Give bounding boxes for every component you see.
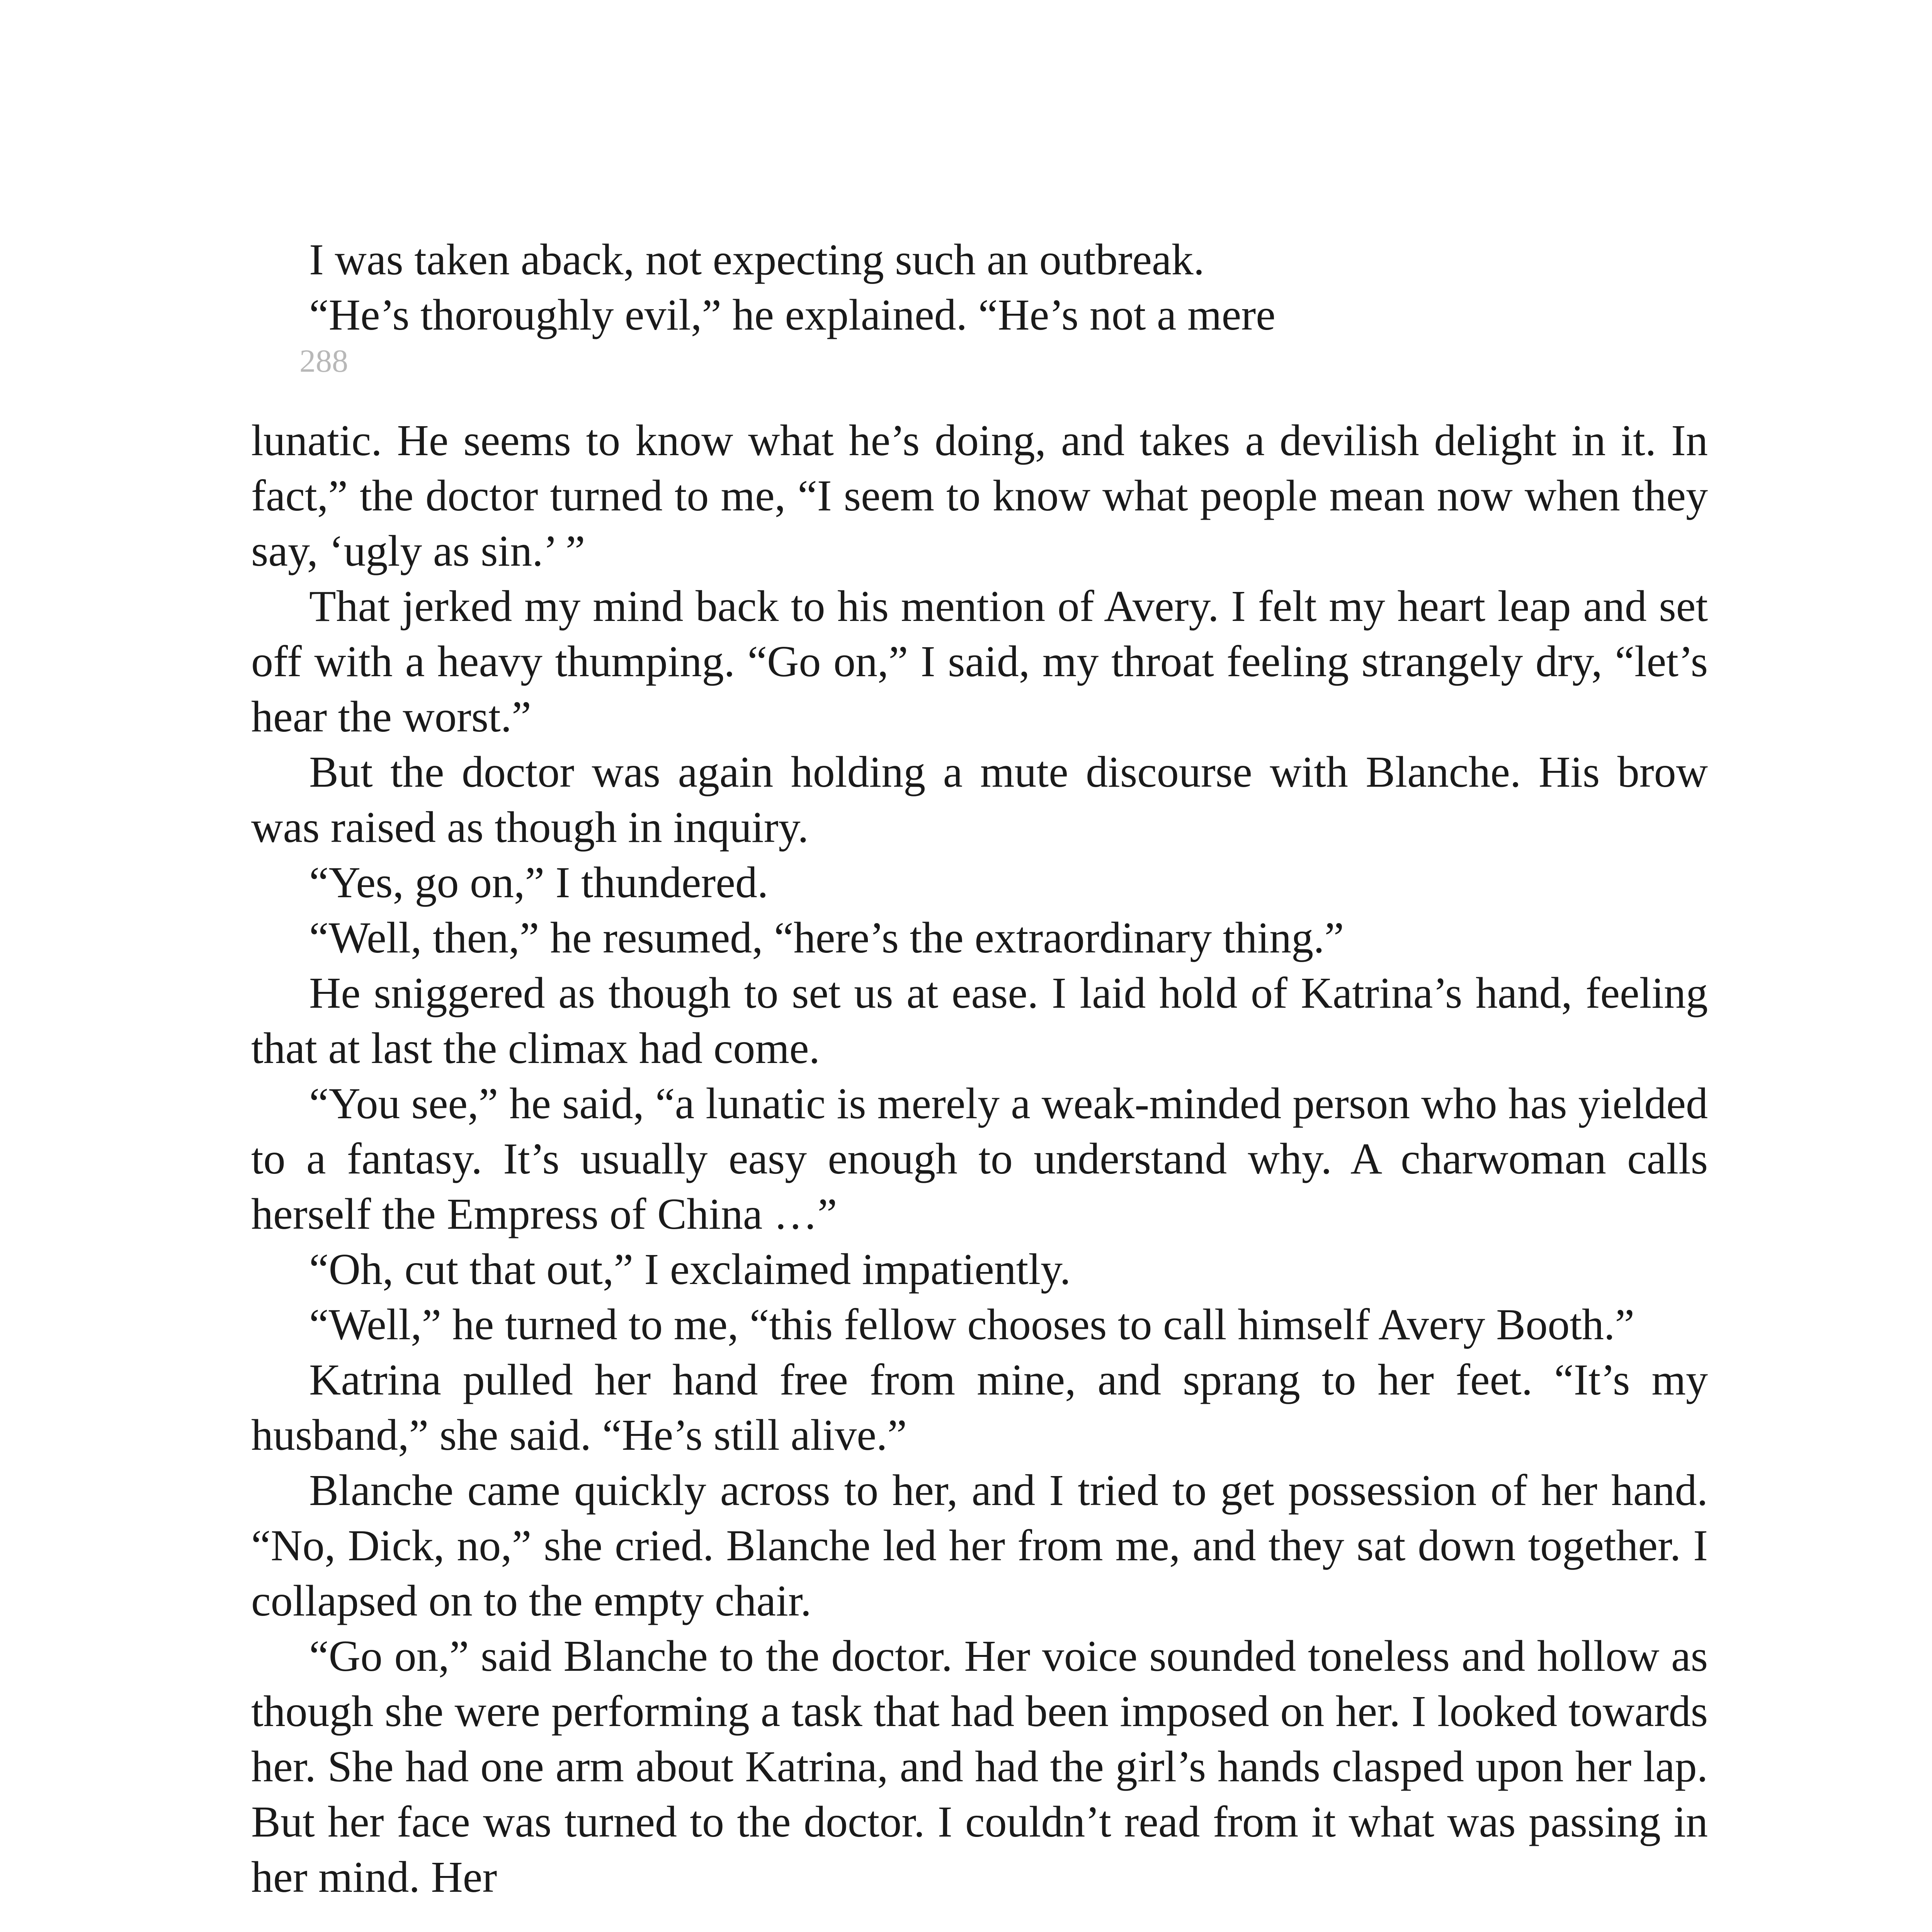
page-number: 288 <box>299 343 348 379</box>
paragraph: Katrina pulled her hand free from mine, and sprang to her feet. “It’s my husband,” she said. “He’s still alive.” <box>251 1355 1708 1459</box>
paragraph: He sniggered as though to set us at ease. I laid hold of Katrina’s hand, feeling that at last the climax had come. <box>251 968 1708 1073</box>
paragraph: “He’s thoroughly evil,” he explained. “He’s not a mere <box>309 290 1276 339</box>
text-block-1 <box>251 232 1708 342</box>
paragraph: “Well,” he turned to me, “this fellow chooses to call himself Avery Booth.” <box>309 1300 1634 1349</box>
paragraph: That jerked my mind back to his mention of Avery. I felt my heart leap and set off with a heavy thumping. “Go on,” I said, my throat feeling strangely dry, “let’s hear the worst.” <box>251 582 1708 741</box>
paragraph: “Yes, go on,” I thundered. <box>309 858 769 907</box>
paragraph: Blanche came quickly across to her, and I tried to get possession of her hand. “No, Dick, no,” she cried. Blanche led her from me, and they sat down together. I collapsed on to the empty chair. <box>251 1466 1708 1625</box>
paragraph: “You see,” he said, “a lunatic is merely a weak-minded person who has yielded to a fantasy. It’s usually easy enough to understand why. A charwoman calls herself the Empress of China …” <box>251 1079 1708 1238</box>
text-block-2 <box>251 413 1708 1905</box>
paragraph: “Well, then,” he resumed, “here’s the extraordinary thing.” <box>309 913 1344 962</box>
paragraph: “Oh, cut that out,” I exclaimed impatiently. <box>309 1245 1071 1294</box>
paragraph: lunatic. He seems to know what he’s doing, and takes a devilish delight in it. In fact,” the doctor turned to me, “I seem to know what people mean now when they say, ‘ugly as sin.’ ” <box>251 416 1708 575</box>
paragraph: I was taken aback, not expecting such an outbreak. <box>309 235 1205 284</box>
paragraph: But the doctor was again holding a mute discourse with Blanche. His brow was raised as though in inquiry. <box>251 747 1708 852</box>
paragraph: “Go on,” said Blanche to the doctor. Her voice sounded toneless and hollow as though she were performing a task that had been imposed on her. I looked towards her. She had one arm about Katrina, and had the girl’s hands clasped upon her lap. But her face was turned to the doctor. I couldn’t read from it what was passing in her mind. Her <box>251 1631 1708 1901</box>
